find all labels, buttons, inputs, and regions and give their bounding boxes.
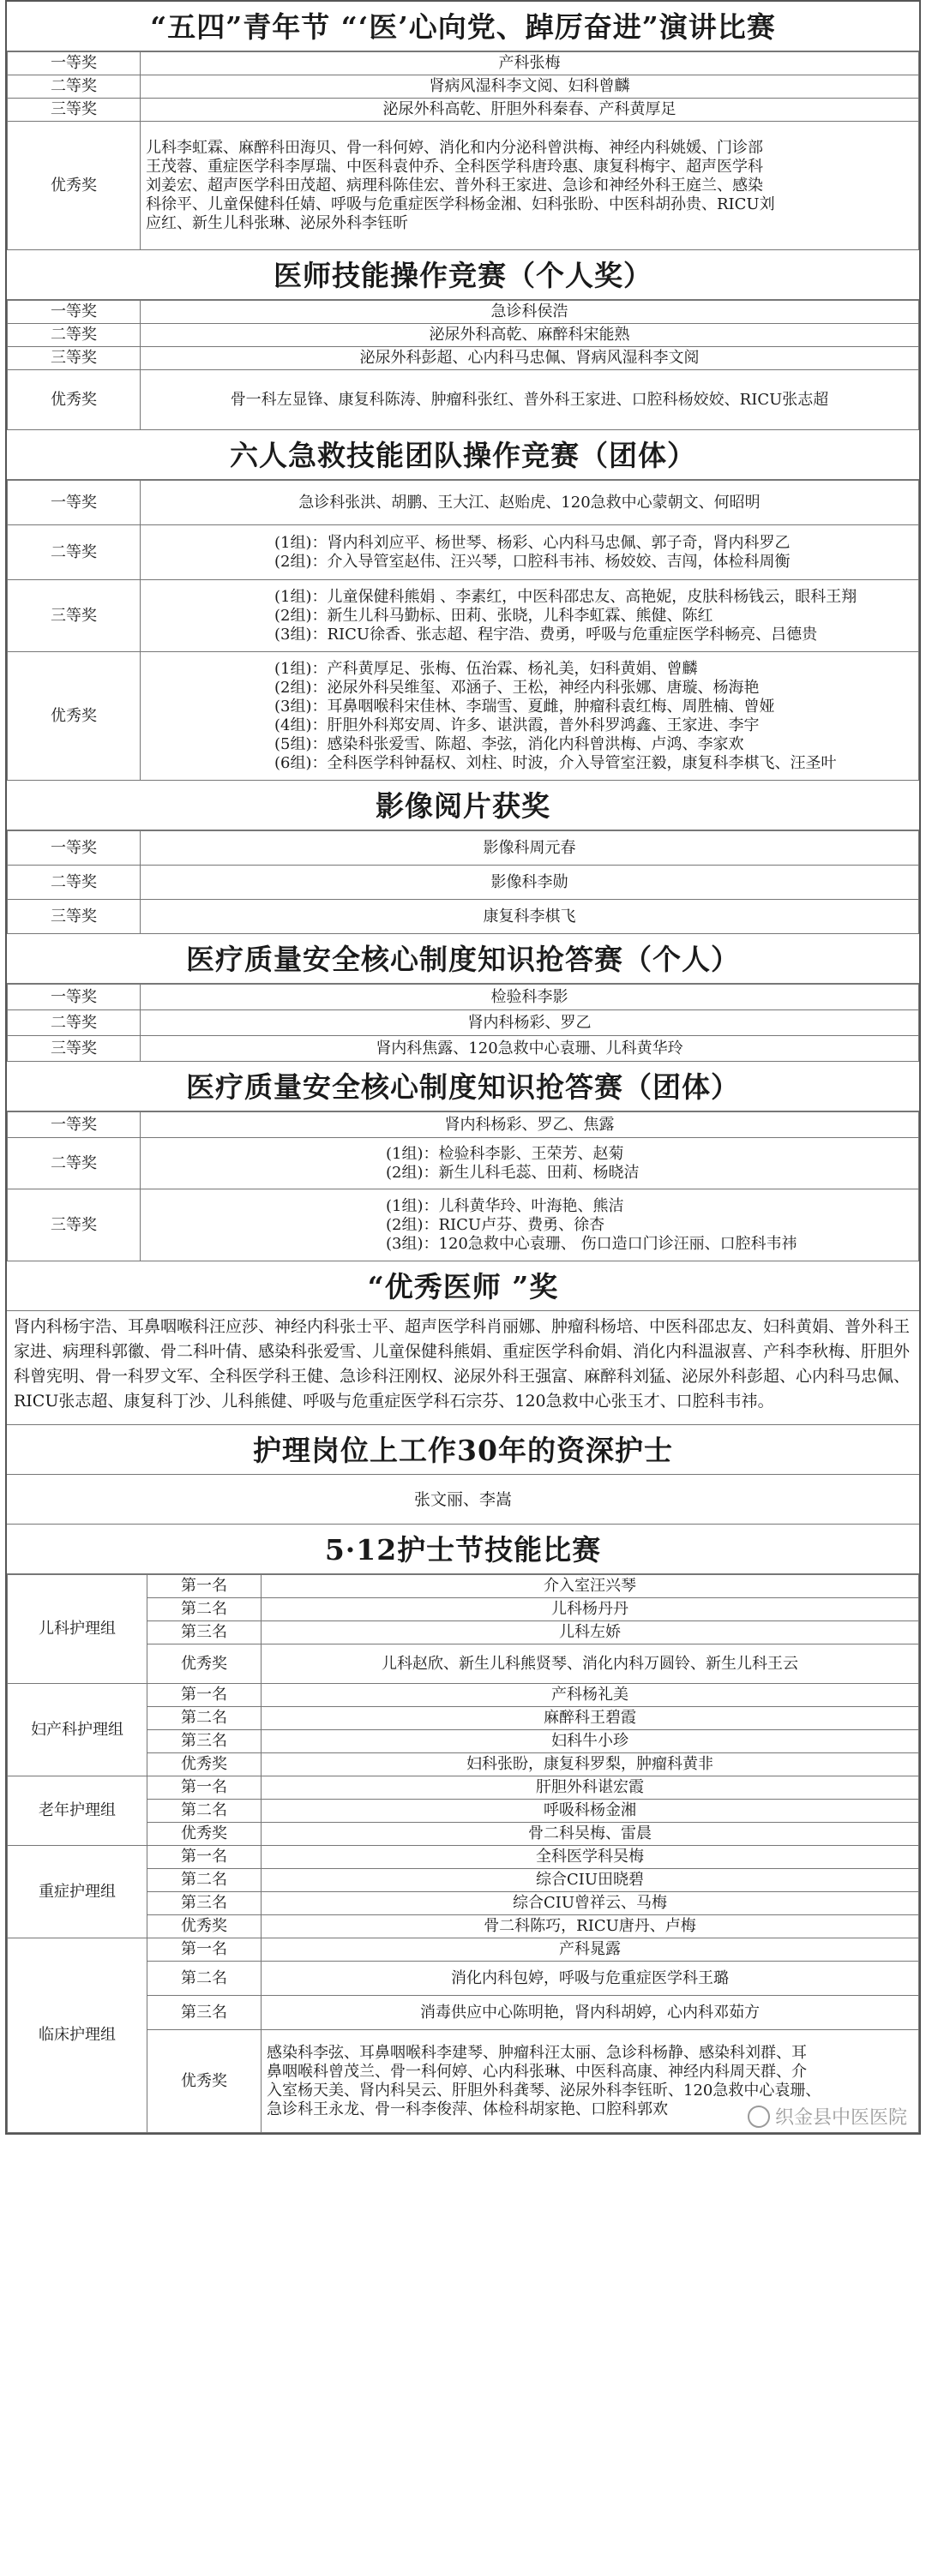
award-document [5,0,921,2135]
award-row [8,1112,919,1138]
nurse-rank: 第一名 [147,1575,262,1598]
watermark-text: 织金县中医医院 [774,2107,907,2129]
nurse-winners: 妇科张盼，康复科罗梨，肿瘤科黄非 [262,1753,919,1776]
award-table [7,51,919,250]
winner-line: 急诊科张洪、胡鹏、王大江、赵贻虎、120急救中心蒙朝文、何昭明 [298,493,761,512]
winner-line: 骨一科左显锋、康复科陈涛、肿瘤科张红、普外科王家进、口腔科杨姣姣、RICU张志超 [230,390,829,409]
award-level: 一等奖 [8,52,141,75]
nurse-skill-table [7,1574,919,2133]
award-level: 二等奖 [8,1010,141,1036]
award-winners [141,1112,919,1138]
award-level: 一等奖 [8,481,141,525]
nurse-award-row [8,1575,919,1598]
award-winners [141,370,919,430]
winner-line: (1组)：儿科黄华玲、叶海艳、熊洁 [386,1196,624,1215]
nurse-group-name: 妇产科护理组 [8,1684,147,1776]
award-table [7,300,919,430]
award-winners [141,900,919,934]
excellent-doctors-list: 肾内科杨宇浩、耳鼻咽喉科汪应莎、神经内科张士平、超声医学科肖丽娜、肿瘤科杨培、中医科邵忠友、妇科黄娟、普外科王家进、病理科郭徽、骨二科叶倩、感染科张爱雪、儿童保健科熊娟、重症医学科俞娟、消化内科温淑喜、产科李秋梅、肝胆外科曾宪明、骨一科罗文军、全科医学科王健、急诊科汪刚权、泌尿外科王强富、麻醉科刘猛、泌尿外科彭超、心内科马忠佩、RICU张志超、康复科丁沙、儿科熊健、呼吸与危重症医学科石宗芬、120急救中心张玉才、口腔科韦祎。 [7,1311,919,1425]
nurse-rank: 第一名 [147,1846,262,1869]
winner-line: 泌尿外科彭超、心内科马忠佩、肾病风湿科李文阅 [359,349,700,367]
award-winners [141,347,919,370]
award-winners [141,985,919,1010]
winner-line: 感染科李弦、耳鼻咽喉科李建琴、肿瘤科汪太丽、急诊科杨静、感染科刘群、耳 [267,2043,807,2062]
winner-line: (3组)：120急救中心袁珊、 伤口造口门诊汪丽、口腔科韦祎 [386,1234,797,1253]
winner-line: (5组)：感染科张爱雪、陈超、李弦，消化内科曾洪梅、卢鸿、李家欢 [274,734,744,753]
award-row [8,99,919,122]
nurse-rank: 优秀奖 [147,2030,262,2133]
nurse-winners: 产科杨礼美 [262,1684,919,1707]
winner-line: (4组)：肝胆外科郑安周、许多、谌洪霞，普外科罗鸿鑫、王家进、李宇 [274,716,760,734]
award-winners [141,1010,919,1036]
nurse-rank: 第三名 [147,1892,262,1915]
wechat-icon [748,2106,770,2128]
nurse-winners: 儿科杨丹丹 [262,1598,919,1621]
award-level: 一等奖 [8,1112,141,1138]
nurse-rank: 优秀奖 [147,1915,262,1938]
winner-line: 影像科周元春 [483,838,576,857]
award-row [8,652,919,781]
senior-nurses-names: 张文丽、李嵩 [7,1475,919,1525]
nurse-group-name: 老年护理组 [8,1776,147,1846]
award-row [8,301,919,324]
award-winners [141,831,919,866]
section-title: 医疗质量安全核心制度知识抢答赛（个人） [7,934,919,984]
nurse-rank: 第二名 [147,1869,262,1892]
award-winners [141,301,919,324]
nurse-winners: 综合CIU田晓碧 [262,1869,919,1892]
winner-line: (1组)：检验科李影、王荣芳、赵菊 [386,1144,624,1163]
award-level: 二等奖 [8,324,141,347]
nurse-award-row [8,1684,919,1707]
award-row [8,1189,919,1261]
winner-line: 产科张梅 [498,54,561,72]
winner-line: 肾病风湿科李文阅、妇科曾麟 [429,77,630,95]
winner-line: 应红、新生儿科张琳、泌尿外科李钰昕 [146,213,408,232]
award-winners [141,866,919,900]
award-winners [141,525,919,580]
award-level: 三等奖 [8,1189,141,1261]
winner-line: 王茂蓉、重症医学科李厚瑞、中医科袁仲乔、全科医学科唐玲惠、康复科梅宇、超声医学科 [146,157,763,176]
award-level: 一等奖 [8,831,141,866]
award-row [8,347,919,370]
nurse-winners: 综合CIU曾祥云、马梅 [262,1892,919,1915]
nurse-group-name: 重症护理组 [8,1846,147,1938]
award-level: 二等奖 [8,866,141,900]
winner-line: (2组)：新生儿科毛蕊、田莉、杨晓洁 [386,1163,640,1182]
watermark [748,2103,907,2130]
nurse-rank: 第二名 [147,1598,262,1621]
nurse-winners: 肝胆外科谌宏霞 [262,1776,919,1800]
nurse-winners: 消化内科包婷，呼吸与危重症医学科王璐 [262,1962,919,1996]
section-title: 医师技能操作竞赛（个人奖） [7,250,919,300]
award-row [8,1138,919,1189]
award-row [8,324,919,347]
winner-line: 肾内科焦露、120急救中心袁珊、儿科黄华玲 [376,1039,683,1057]
winner-line: (3组)：RICU徐香、张志超、程宇浩、费勇，呼吸与危重症医学科畅亮、吕德贵 [274,625,818,644]
award-winners [141,481,919,525]
nurse-rank: 优秀奖 [147,1753,262,1776]
award-row [8,122,919,250]
section-title: 护理岗位上工作30年的资深护士 [7,1425,919,1475]
award-winners [141,1189,919,1261]
winner-line: (2组)：新生儿科马勤标、田莉、张晓，儿科李虹霖、熊健、陈红 [274,606,713,625]
award-table [7,480,919,781]
award-winners [141,324,919,347]
nurse-winners: 呼吸科杨金湘 [262,1800,919,1823]
nurse-rank: 第三名 [147,1621,262,1644]
winner-line: 鼻咽喉科曾茂兰、骨一科何婷、心内科张琳、中医科高康、神经内科周天群、介 [267,2062,807,2081]
nurse-rank: 第二名 [147,1707,262,1730]
award-level: 三等奖 [8,1036,141,1062]
section-title: “优秀医师 ”奖 [7,1261,919,1311]
nurse-award-row [8,1776,919,1800]
winner-line: (2组)：介入导管室赵伟、汪兴琴，口腔科韦祎、杨姣姣、吉闯，体检科周衡 [274,552,791,571]
award-level: 优秀奖 [8,122,141,250]
winner-line: (2组)：泌尿外科吴维玺、邓涵子、王松，神经内科张娜、唐璇、杨海艳 [274,678,760,697]
award-level: 二等奖 [8,525,141,580]
award-level: 三等奖 [8,347,141,370]
winner-line: 急诊科王永龙、骨一科李俊萍、体检科胡家艳、口腔科郭欢 [267,2100,668,2118]
section-title: 5·12护士节技能比赛 [7,1525,919,1574]
nurse-winners: 消毒供应中心陈明艳，肾内科胡婷，心内科邓茹方 [262,1996,919,2030]
award-row [8,900,919,934]
winner-line: 儿科李虹霖、麻醉科田海贝、骨一科何婷、消化和内分泌科曾洪梅、神经内科姚媛、门诊部 [146,138,763,157]
award-winners [141,580,919,652]
nurse-winners: 介入室汪兴琴 [262,1575,919,1598]
award-table [7,830,919,934]
section-title: 六人急救技能团队操作竞赛（团体） [7,430,919,480]
section-title: 医疗质量安全核心制度知识抢答赛（团体） [7,1062,919,1111]
nurse-winners: 骨二科陈巧，RICU唐丹、卢梅 [262,1915,919,1938]
award-row [8,580,919,652]
award-table [7,1111,919,1261]
award-level: 二等奖 [8,1138,141,1189]
nurse-rank: 第一名 [147,1938,262,1962]
nurse-winners: 儿科赵欣、新生儿科熊贤琴、消化内科万圆铃、新生儿科王云 [262,1644,919,1684]
nurse-winners: 儿科左娇 [262,1621,919,1644]
nurse-award-row [8,1846,919,1869]
award-table [7,984,919,1062]
award-row [8,1010,919,1036]
award-level: 一等奖 [8,985,141,1010]
section-title: “五四”青年节 “‘医’心向党、踔厉奋进”演讲比赛 [7,2,919,51]
nurse-winners: 骨二科吴梅、雷晨 [262,1823,919,1846]
award-winners [141,1138,919,1189]
winner-line: 急诊科侯浩 [490,303,568,321]
award-row [8,525,919,580]
nurse-rank: 第三名 [147,1730,262,1753]
award-level: 优秀奖 [8,652,141,781]
nurse-winners: 产科晁露 [262,1938,919,1962]
winner-line: 肾内科杨彩、罗乙、焦露 [444,1115,615,1134]
winner-line: (1组)：产科黄厚足、张梅、伍治霖、杨礼美，妇科黄娟、曾麟 [274,659,698,678]
winner-line: 刘姜宏、超声医学科田茂超、病理科陈佳宏、普外科王家进、急诊和神经外科王庭兰、感染 [146,176,763,195]
award-level: 三等奖 [8,900,141,934]
nurse-rank: 第二名 [147,1800,262,1823]
nurse-rank: 优秀奖 [147,1823,262,1846]
winner-line: (6组)：全科医学科钟磊权、刘柱、时波，介入导管室汪毅，康复科李棋飞、汪圣叶 [274,753,837,772]
award-winners [141,52,919,75]
award-row [8,52,919,75]
award-winners [141,99,919,122]
nurse-rank: 第三名 [147,1996,262,2030]
winner-line: 泌尿外科高乾、麻醉科宋能熟 [429,326,630,344]
award-row [8,370,919,430]
nurse-group-name: 儿科护理组 [8,1575,147,1684]
winner-line: (1组)：肾内科刘应平、杨世琴、杨彩、心内科马忠佩、郭子奇，肾内科罗乙 [274,533,791,552]
nurse-group-name: 临床护理组 [8,1938,147,2133]
winner-line: 肾内科杨彩、罗乙 [467,1013,592,1032]
nurse-winners: 全科医学科吴梅 [262,1846,919,1869]
winner-line: (1组)：儿童保健科熊娟 、李素红，中医科邵忠友、高艳妮，皮肤科杨钱云，眼科王翔 [274,587,857,606]
award-row [8,831,919,866]
award-level: 优秀奖 [8,370,141,430]
nurse-rank: 第一名 [147,1684,262,1707]
nurse-winners: 妇科牛小珍 [262,1730,919,1753]
winner-line: 入室杨天美、肾内科吴云、肝胆外科龚琴、泌尿外科李钰昕、120急救中心袁珊、 [267,2081,821,2100]
nurse-rank: 优秀奖 [147,1644,262,1684]
award-level: 三等奖 [8,580,141,652]
winner-line: (2组)：RICU卢芬、费勇、徐杏 [386,1215,605,1234]
award-winners [141,122,919,250]
award-level: 三等奖 [8,99,141,122]
winner-line: 泌尿外科高乾、肝胆外科秦春、产科黄厚足 [382,100,676,118]
award-row [8,1036,919,1062]
award-winners [141,1036,919,1062]
award-row [8,481,919,525]
nurse-rank: 第一名 [147,1776,262,1800]
winner-line: 影像科李勋 [490,872,568,891]
winner-line: 检验科李影 [490,987,568,1006]
award-row [8,75,919,99]
nurse-winners: 麻醉科王碧霞 [262,1707,919,1730]
award-row [8,985,919,1010]
award-winners [141,652,919,781]
winner-line: 康复科李棋飞 [483,907,576,926]
winner-line: 科徐平、儿童保健科任婧、呼吸与危重症医学科杨金湘、妇科张盼、中医科胡孙贵、RICU刘 [146,195,775,213]
award-level: 一等奖 [8,301,141,324]
section-title: 影像阅片获奖 [7,781,919,830]
award-level: 二等奖 [8,75,141,99]
nurse-rank: 第二名 [147,1962,262,1996]
nurse-award-row [8,1938,919,1962]
winner-line: (3组)：耳鼻咽喉科宋佳林、李瑞雪、夏雌，肿瘤科袁红梅、周胜楠、曾娅 [274,697,775,716]
award-row [8,866,919,900]
award-winners [141,75,919,99]
